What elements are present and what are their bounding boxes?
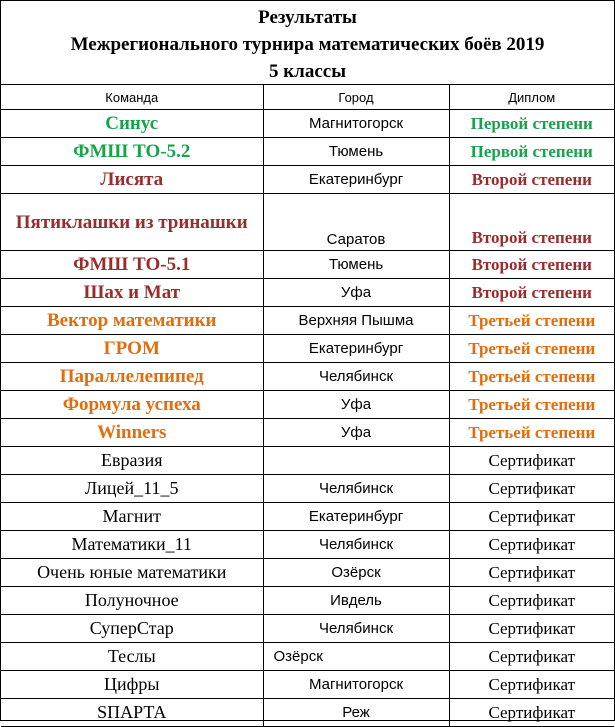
table-row [1, 307, 614, 335]
team-city: Озёрск [263, 559, 449, 587]
team-city: Тюмень [263, 138, 449, 166]
team-city: Уфа [263, 391, 449, 419]
team-name: ФМШ ТО-5.1 [1, 251, 263, 279]
table-row [1, 671, 614, 699]
table-row [1, 251, 614, 279]
header-city: Город [263, 85, 449, 110]
team-name: Цифры [1, 671, 263, 699]
table-row [1, 279, 614, 307]
diploma-level: Второй степени [449, 251, 614, 279]
header-team: Команда [1, 85, 263, 110]
team-name: СуперСтар [1, 615, 263, 643]
team-name: Очень юные математики [1, 559, 263, 587]
team-city: Екатеринбург [263, 166, 449, 194]
diploma-level: Первой степени [449, 138, 614, 166]
header-row [1, 85, 614, 110]
team-city: Уфа [263, 419, 449, 447]
table-row [1, 643, 614, 671]
diploma-level: Сертификат [449, 615, 614, 643]
team-city: Саратов [263, 194, 449, 251]
table-row [1, 391, 614, 419]
team-name: Лицей_11_5 [1, 475, 263, 503]
diploma-level: Третьей степени [449, 363, 614, 391]
diploma-level: Сертификат [449, 559, 614, 587]
team-city: Челябинск [263, 615, 449, 643]
diploma-level: Третьей степени [449, 307, 614, 335]
team-name: ГРОМ [1, 335, 263, 363]
diploma-level: Сертификат [449, 699, 614, 727]
table-row [1, 503, 614, 531]
team-city: Озёрск [263, 643, 449, 671]
diploma-level: Сертификат [449, 531, 614, 559]
team-name: Магнит [1, 503, 263, 531]
table-row [1, 587, 614, 615]
title-line-results: Результаты [258, 7, 357, 28]
table-row [1, 475, 614, 503]
table-row [1, 166, 614, 194]
table-row [1, 194, 614, 251]
table-row [1, 615, 614, 643]
team-name: ФМШ ТО-5.2 [1, 138, 263, 166]
diploma-level: Третьей степени [449, 391, 614, 419]
team-city [263, 447, 449, 475]
table-row [1, 138, 614, 166]
team-city: Челябинск [263, 531, 449, 559]
team-name: SПАРТА [1, 699, 263, 727]
team-city: Екатеринбург [263, 503, 449, 531]
results-rows [1, 110, 614, 727]
team-city: Екатеринбург [263, 335, 449, 363]
diploma-level: Второй степени [449, 166, 614, 194]
diploma-level: Третьей степени [449, 419, 614, 447]
table-row [1, 559, 614, 587]
diploma-level: Третьей степени [449, 335, 614, 363]
team-name: Синус [1, 110, 263, 138]
table-row [1, 447, 614, 475]
title-line-tournament: Межрегионального турнира математических боёв 2019 [70, 34, 545, 55]
team-city: Уфа [263, 279, 449, 307]
diploma-level: Первой степени [449, 110, 614, 138]
header-diploma: Диплом [449, 85, 614, 110]
diploma-level: Сертификат [449, 643, 614, 671]
team-city: Челябинск [263, 475, 449, 503]
diploma-level: Второй степени [449, 194, 614, 251]
table-row [1, 699, 614, 727]
team-city: Тюмень [263, 251, 449, 279]
team-name: Математики_11 [1, 531, 263, 559]
team-name: Вектор математики [1, 307, 263, 335]
title-block [1, 1, 614, 85]
team-city: Верхняя Пышма [263, 307, 449, 335]
team-name: Формула успеха [1, 391, 263, 419]
diploma-level: Сертификат [449, 503, 614, 531]
team-city: Магнитогорск [263, 110, 449, 138]
team-name: Евразия [1, 447, 263, 475]
results-table [1, 85, 614, 727]
diploma-level: Второй степени [449, 279, 614, 307]
team-city: Челябинск [263, 363, 449, 391]
team-name: Winners [1, 419, 263, 447]
team-name: Параллелепипед [1, 363, 263, 391]
team-city: Ивдель [263, 587, 449, 615]
team-name: Полуночное [1, 587, 263, 615]
team-city: Магнитогорск [263, 671, 449, 699]
team-name: Лисята [1, 166, 263, 194]
diploma-level: Сертификат [449, 587, 614, 615]
diploma-level: Сертификат [449, 671, 614, 699]
table-row [1, 110, 614, 138]
team-name: Теслы [1, 643, 263, 671]
table-row [1, 419, 614, 447]
table-row [1, 335, 614, 363]
title-line-grade: 5 классы [268, 61, 347, 82]
team-city: Реж [263, 699, 449, 727]
team-name: Шах и Мат [1, 279, 263, 307]
diploma-level: Сертификат [449, 447, 614, 475]
team-name: Пятиклашки из тринашки [1, 194, 263, 251]
table-row [1, 363, 614, 391]
diploma-level: Сертификат [449, 475, 614, 503]
table-row [1, 531, 614, 559]
